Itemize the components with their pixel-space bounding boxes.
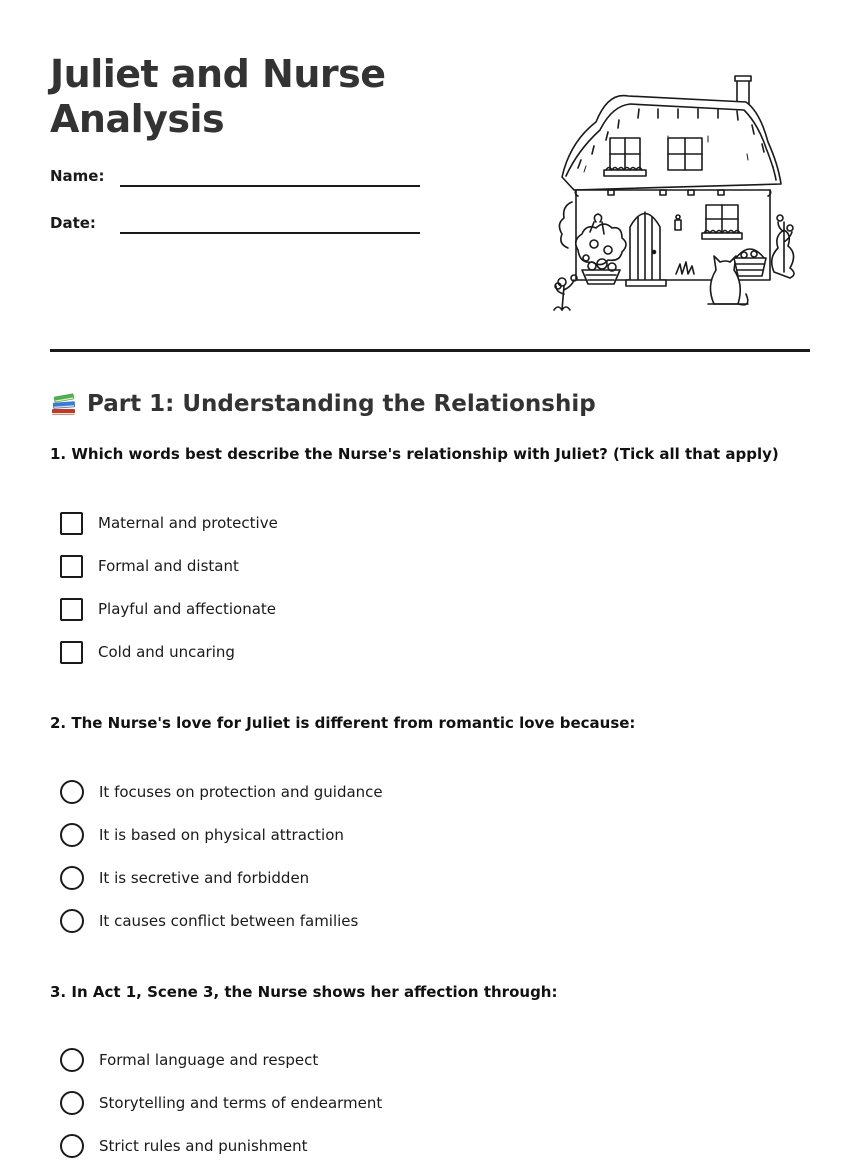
question-1-text: 1. Which words best describe the Nurse's relationship with Juliet? (Tick all that apply) (50, 445, 779, 463)
q2-option-4[interactable] (60, 908, 660, 934)
q3-option-3[interactable] (60, 1133, 660, 1159)
radio-button[interactable] (60, 1048, 84, 1072)
name-field[interactable] (50, 166, 430, 196)
q3-option-2[interactable] (60, 1090, 660, 1116)
option-label: Formal language and respect (99, 1051, 319, 1069)
option-label: Maternal and protective (98, 514, 278, 532)
section-divider (50, 349, 810, 352)
date-field[interactable] (50, 213, 430, 243)
q3-option-1[interactable] (60, 1047, 660, 1073)
name-label: Name: (50, 167, 105, 185)
checkbox[interactable] (60, 555, 83, 578)
question-3-text: 3. In Act 1, Scene 3, the Nurse shows her affection through: (50, 983, 558, 1001)
radio-button[interactable] (60, 823, 84, 847)
radio-button[interactable] (60, 1134, 84, 1158)
date-label: Date: (50, 214, 96, 232)
option-label: Cold and uncaring (98, 643, 235, 661)
question-2-text: 2. The Nurse's love for Juliet is different from romantic love because: (50, 714, 636, 732)
option-label: Playful and affectionate (98, 600, 277, 618)
option-label: It is secretive and forbidden (99, 869, 310, 887)
checkbox[interactable] (60, 512, 83, 535)
q1-option-1[interactable] (60, 510, 660, 536)
name-input-line[interactable] (120, 185, 420, 187)
option-label: It causes conflict between families (99, 912, 359, 930)
q1-option-2[interactable] (60, 553, 660, 579)
q2-option-1[interactable] (60, 779, 660, 805)
books-icon (50, 390, 78, 418)
q1-option-4[interactable] (60, 639, 660, 665)
cottage-illustration (548, 72, 798, 314)
radio-button[interactable] (60, 1091, 84, 1115)
option-label: Storytelling and terms of endearment (99, 1094, 383, 1112)
part1-heading (50, 389, 650, 419)
option-label: Strict rules and punishment (99, 1137, 308, 1155)
checkbox[interactable] (60, 598, 83, 621)
date-input-line[interactable] (120, 232, 420, 234)
q1-option-3[interactable] (60, 596, 660, 622)
option-label: Formal and distant (98, 557, 239, 575)
q2-option-3[interactable] (60, 865, 660, 891)
option-label: It focuses on protection and guidance (99, 783, 383, 801)
radio-button[interactable] (60, 866, 84, 890)
q2-option-2[interactable] (60, 822, 660, 848)
worksheet-title: Juliet and Nurse Analysis (50, 52, 386, 141)
radio-button[interactable] (60, 780, 84, 804)
part1-title: Part 1: Understanding the Relationship (87, 391, 596, 417)
radio-button[interactable] (60, 909, 84, 933)
checkbox[interactable] (60, 641, 83, 664)
option-label: It is based on physical attraction (99, 826, 344, 844)
